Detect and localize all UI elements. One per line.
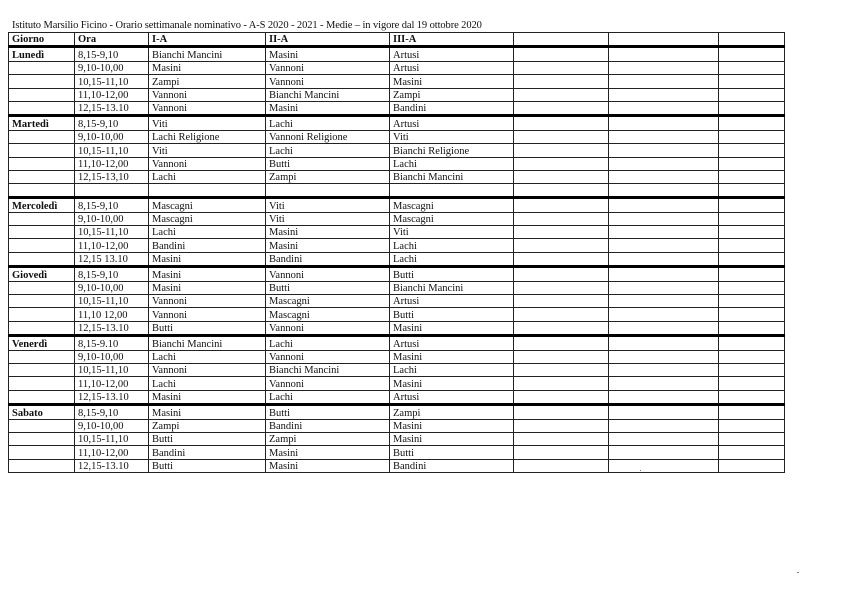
table-row xyxy=(9,281,785,294)
empty-cell xyxy=(609,88,719,101)
class-i-a-cell: Vannoni xyxy=(149,363,266,376)
time-cell: 11,10-12,00 xyxy=(75,88,149,101)
empty-cell xyxy=(514,226,609,239)
empty-cell xyxy=(514,363,609,376)
class-iii-a-cell: Butti xyxy=(390,308,514,321)
class-i-a-cell: Viti xyxy=(149,144,266,157)
class-iii-a-cell: Bianchi Mancini xyxy=(390,170,514,183)
class-iii-a-cell: Zampi xyxy=(390,88,514,101)
empty-cell xyxy=(514,184,609,198)
class-i-a-cell: Butti xyxy=(149,321,266,335)
column-header-i-a: I-A xyxy=(149,33,266,47)
empty-cell xyxy=(514,295,609,308)
empty-cell xyxy=(719,170,785,183)
empty-cell xyxy=(719,459,785,472)
class-i-a-cell: Mascagni xyxy=(149,212,266,225)
class-i-a-cell: Lachi Religione xyxy=(149,130,266,143)
empty-cell xyxy=(719,377,785,390)
class-ii-a-cell: Mascagni xyxy=(266,308,390,321)
table-row xyxy=(9,390,785,404)
day-cell xyxy=(9,390,75,404)
empty-cell xyxy=(719,130,785,143)
day-cell xyxy=(9,75,75,88)
empty-cell xyxy=(719,281,785,294)
empty-cell xyxy=(609,377,719,390)
class-iii-a-cell: Artusi xyxy=(390,390,514,404)
table-row xyxy=(9,170,785,183)
empty-cell xyxy=(609,101,719,115)
class-iii-a-cell: Artusi xyxy=(390,336,514,350)
empty-cell xyxy=(514,390,609,404)
class-i-a-cell xyxy=(149,184,266,198)
time-cell: 11,10-12,00 xyxy=(75,377,149,390)
day-cell xyxy=(9,281,75,294)
empty-cell xyxy=(719,295,785,308)
empty-cell xyxy=(719,226,785,239)
empty-cell xyxy=(514,75,609,88)
table-row xyxy=(9,419,785,432)
time-cell: 10,15-11,10 xyxy=(75,295,149,308)
empty-cell xyxy=(514,61,609,74)
day-cell xyxy=(9,321,75,335)
empty-cell xyxy=(609,130,719,143)
empty-header-cell xyxy=(609,33,719,47)
table-row xyxy=(9,239,785,252)
day-cell xyxy=(9,61,75,74)
time-cell xyxy=(75,184,149,198)
class-ii-a-cell: Lachi xyxy=(266,336,390,350)
day-cell xyxy=(9,350,75,363)
day-cell xyxy=(9,363,75,376)
empty-cell xyxy=(609,459,719,472)
table-row xyxy=(9,101,785,115)
scan-speck xyxy=(797,572,799,573)
time-cell: 12,15 13.10 xyxy=(75,252,149,266)
empty-cell xyxy=(719,308,785,321)
class-i-a-cell: Masini xyxy=(149,405,266,419)
time-cell: 11,10-12,00 xyxy=(75,446,149,459)
table-row xyxy=(9,432,785,445)
class-i-a-cell: Zampi xyxy=(149,75,266,88)
time-cell: 11,10-12,00 xyxy=(75,239,149,252)
empty-cell xyxy=(609,321,719,335)
class-iii-a-cell: Bandini xyxy=(390,101,514,115)
empty-cell xyxy=(514,170,609,183)
class-ii-a-cell: Bianchi Mancini xyxy=(266,88,390,101)
empty-cell xyxy=(609,267,719,281)
empty-cell xyxy=(719,321,785,335)
empty-cell xyxy=(719,144,785,157)
class-ii-a-cell: Vannoni xyxy=(266,75,390,88)
time-cell: 12,15-13,10 xyxy=(75,170,149,183)
class-iii-a-cell: Masini xyxy=(390,321,514,335)
class-ii-a-cell: Lachi xyxy=(266,390,390,404)
table-row xyxy=(9,459,785,472)
table-row xyxy=(9,405,785,419)
class-ii-a-cell: Vannoni Religione xyxy=(266,130,390,143)
class-i-a-cell: Vannoni xyxy=(149,88,266,101)
empty-cell xyxy=(609,116,719,130)
class-i-a-cell: Zampi xyxy=(149,419,266,432)
class-i-a-cell: Bandini xyxy=(149,239,266,252)
class-ii-a-cell: Masini xyxy=(266,459,390,472)
class-ii-a-cell: Masini xyxy=(266,101,390,115)
table-row xyxy=(9,88,785,101)
class-iii-a-cell: Masini xyxy=(390,432,514,445)
empty-cell xyxy=(514,252,609,266)
class-ii-a-cell xyxy=(266,184,390,198)
day-cell xyxy=(9,88,75,101)
empty-cell xyxy=(719,267,785,281)
time-cell: 8,15-9,10 xyxy=(75,47,149,61)
day-label: Lunedì xyxy=(9,47,75,61)
empty-cell xyxy=(609,281,719,294)
time-cell: 10,15-11,10 xyxy=(75,363,149,376)
empty-cell xyxy=(609,157,719,170)
table-row xyxy=(9,75,785,88)
day-cell xyxy=(9,212,75,225)
empty-cell xyxy=(514,405,609,419)
class-ii-a-cell: Vannoni xyxy=(266,377,390,390)
empty-cell xyxy=(514,321,609,335)
empty-cell xyxy=(514,198,609,212)
day-cell xyxy=(9,239,75,252)
class-iii-a-cell: Bianchi Mancini xyxy=(390,281,514,294)
class-i-a-cell: Bandini xyxy=(149,446,266,459)
class-iii-a-cell: Artusi xyxy=(390,295,514,308)
empty-cell xyxy=(609,198,719,212)
class-i-a-cell: Butti xyxy=(149,432,266,445)
empty-cell xyxy=(609,212,719,225)
day-cell xyxy=(9,446,75,459)
empty-cell xyxy=(719,336,785,350)
class-ii-a-cell: Butti xyxy=(266,281,390,294)
empty-cell xyxy=(719,390,785,404)
empty-cell xyxy=(719,350,785,363)
class-ii-a-cell: Zampi xyxy=(266,170,390,183)
class-iii-a-cell: Bandini xyxy=(390,459,514,472)
class-iii-a-cell: Lachi xyxy=(390,252,514,266)
day-label: Giovedì xyxy=(9,267,75,281)
class-iii-a-cell: Viti xyxy=(390,226,514,239)
time-cell: 12,15-13.10 xyxy=(75,321,149,335)
class-ii-a-cell: Bianchi Mancini xyxy=(266,363,390,376)
empty-cell xyxy=(719,432,785,445)
table-row xyxy=(9,336,785,350)
table-row xyxy=(9,226,785,239)
class-ii-a-cell: Vannoni xyxy=(266,350,390,363)
empty-cell xyxy=(719,47,785,61)
time-cell: 8,15-9,10 xyxy=(75,198,149,212)
empty-cell xyxy=(514,432,609,445)
table-row xyxy=(9,267,785,281)
table-row xyxy=(9,198,785,212)
empty-cell xyxy=(609,363,719,376)
day-cell xyxy=(9,144,75,157)
empty-cell xyxy=(609,75,719,88)
time-cell: 10,15-11,10 xyxy=(75,226,149,239)
class-iii-a-cell: Masini xyxy=(390,377,514,390)
time-cell: 9,10-10,00 xyxy=(75,419,149,432)
empty-cell xyxy=(514,101,609,115)
class-ii-a-cell: Vannoni xyxy=(266,321,390,335)
class-i-a-cell: Vannoni xyxy=(149,295,266,308)
class-ii-a-cell: Butti xyxy=(266,405,390,419)
time-cell: 8,15-9,10 xyxy=(75,267,149,281)
class-ii-a-cell: Vannoni xyxy=(266,267,390,281)
class-ii-a-cell: Butti xyxy=(266,157,390,170)
column-header-iii-a: III-A xyxy=(390,33,514,47)
table-row xyxy=(9,252,785,266)
empty-cell xyxy=(609,252,719,266)
empty-cell xyxy=(719,363,785,376)
time-cell: 8,15-9,10 xyxy=(75,116,149,130)
empty-cell xyxy=(514,459,609,472)
day-cell xyxy=(9,252,75,266)
empty-cell xyxy=(719,212,785,225)
empty-cell xyxy=(609,184,719,198)
empty-cell xyxy=(514,212,609,225)
class-iii-a-cell: Mascagni xyxy=(390,198,514,212)
table-row xyxy=(9,363,785,376)
table-row xyxy=(9,144,785,157)
empty-cell xyxy=(609,350,719,363)
class-ii-a-cell: Viti xyxy=(266,212,390,225)
table-row xyxy=(9,47,785,61)
class-ii-a-cell: Lachi xyxy=(266,144,390,157)
day-cell xyxy=(9,295,75,308)
class-ii-a-cell: Masini xyxy=(266,239,390,252)
class-i-a-cell: Lachi xyxy=(149,170,266,183)
class-i-a-cell: Butti xyxy=(149,459,266,472)
class-iii-a-cell xyxy=(390,184,514,198)
day-cell xyxy=(9,130,75,143)
empty-cell xyxy=(514,267,609,281)
empty-cell xyxy=(719,198,785,212)
empty-cell xyxy=(609,226,719,239)
time-cell: 8,15-9.10 xyxy=(75,336,149,350)
day-cell xyxy=(9,184,75,198)
class-i-a-cell: Masini xyxy=(149,252,266,266)
column-header-ora: Ora xyxy=(75,33,149,47)
empty-cell xyxy=(514,47,609,61)
time-cell: 9,10-10,00 xyxy=(75,350,149,363)
empty-cell xyxy=(609,432,719,445)
empty-cell xyxy=(609,336,719,350)
class-i-a-cell: Vannoni xyxy=(149,101,266,115)
class-ii-a-cell: Vannoni xyxy=(266,61,390,74)
empty-cell xyxy=(514,446,609,459)
class-ii-a-cell: Bandini xyxy=(266,252,390,266)
empty-cell xyxy=(514,336,609,350)
empty-cell xyxy=(609,308,719,321)
day-label: Venerdì xyxy=(9,336,75,350)
header-row xyxy=(9,33,785,47)
time-cell: 8,15-9,10 xyxy=(75,405,149,419)
class-iii-a-cell: Masini xyxy=(390,350,514,363)
class-iii-a-cell: Masini xyxy=(390,419,514,432)
empty-cell xyxy=(609,419,719,432)
empty-cell xyxy=(719,61,785,74)
class-iii-a-cell: Artusi xyxy=(390,61,514,74)
class-i-a-cell: Masini xyxy=(149,390,266,404)
class-iii-a-cell: Bianchi Religione xyxy=(390,144,514,157)
table-row xyxy=(9,350,785,363)
empty-cell xyxy=(719,116,785,130)
empty-cell xyxy=(514,239,609,252)
class-iii-a-cell: Mascagni xyxy=(390,212,514,225)
empty-cell xyxy=(719,184,785,198)
time-cell: 10,15-11,10 xyxy=(75,432,149,445)
time-cell: 9,10-10,00 xyxy=(75,61,149,74)
class-i-a-cell: Lachi xyxy=(149,350,266,363)
empty-cell xyxy=(514,88,609,101)
column-header-giorno: Giorno xyxy=(9,33,75,47)
class-iii-a-cell: Artusi xyxy=(390,116,514,130)
empty-cell xyxy=(609,239,719,252)
empty-cell xyxy=(514,116,609,130)
table-row xyxy=(9,116,785,130)
empty-cell xyxy=(719,446,785,459)
time-cell: 12,15-13.10 xyxy=(75,390,149,404)
day-label: Mercoledì xyxy=(9,198,75,212)
time-cell: 11,10 12,00 xyxy=(75,308,149,321)
day-label: Sabato xyxy=(9,405,75,419)
class-i-a-cell: Lachi xyxy=(149,377,266,390)
class-iii-a-cell: Viti xyxy=(390,130,514,143)
class-i-a-cell: Vannoni xyxy=(149,157,266,170)
day-cell xyxy=(9,170,75,183)
time-cell: 11,10-12,00 xyxy=(75,157,149,170)
class-ii-a-cell: Masini xyxy=(266,47,390,61)
class-ii-a-cell: Masini xyxy=(266,226,390,239)
class-iii-a-cell: Butti xyxy=(390,267,514,281)
day-cell xyxy=(9,419,75,432)
class-i-a-cell: Mascagni xyxy=(149,198,266,212)
day-cell xyxy=(9,101,75,115)
empty-cell xyxy=(719,88,785,101)
empty-header-cell xyxy=(514,33,609,47)
class-i-a-cell: Bianchi Mancini xyxy=(149,336,266,350)
class-i-a-cell: Viti xyxy=(149,116,266,130)
time-cell: 12,15-13.10 xyxy=(75,101,149,115)
class-iii-a-cell: Masini xyxy=(390,75,514,88)
class-iii-a-cell: Zampi xyxy=(390,405,514,419)
empty-cell xyxy=(609,170,719,183)
table-row xyxy=(9,446,785,459)
empty-cell xyxy=(514,308,609,321)
class-iii-a-cell: Lachi xyxy=(390,239,514,252)
empty-cell xyxy=(514,377,609,390)
class-ii-a-cell: Masini xyxy=(266,446,390,459)
empty-cell xyxy=(609,295,719,308)
empty-cell xyxy=(609,47,719,61)
empty-cell xyxy=(514,350,609,363)
page-title: Istituto Marsilio Ficino - Orario settimanale nominativo - A-S 2020 - 2021 - Medie – in vigore dal 19 ottobre 2020 xyxy=(12,20,482,31)
class-i-a-cell: Masini xyxy=(149,61,266,74)
day-cell xyxy=(9,226,75,239)
class-i-a-cell: Masini xyxy=(149,281,266,294)
class-ii-a-cell: Bandini xyxy=(266,419,390,432)
day-label: Martedì xyxy=(9,116,75,130)
day-cell xyxy=(9,157,75,170)
time-cell: 12,15-13.10 xyxy=(75,459,149,472)
empty-cell xyxy=(719,75,785,88)
class-i-a-cell: Bianchi Mancini xyxy=(149,47,266,61)
empty-cell xyxy=(609,446,719,459)
table-row xyxy=(9,212,785,225)
empty-cell xyxy=(719,405,785,419)
class-iii-a-cell: Butti xyxy=(390,446,514,459)
class-iii-a-cell: Lachi xyxy=(390,157,514,170)
class-i-a-cell: Masini xyxy=(149,267,266,281)
scan-speck xyxy=(640,470,641,471)
table-row xyxy=(9,157,785,170)
empty-cell xyxy=(609,61,719,74)
time-cell: 9,10-10,00 xyxy=(75,130,149,143)
empty-cell xyxy=(609,144,719,157)
empty-cell xyxy=(609,405,719,419)
table-row xyxy=(9,321,785,335)
table-row xyxy=(9,308,785,321)
table-row xyxy=(9,184,785,198)
class-ii-a-cell: Viti xyxy=(266,198,390,212)
empty-cell xyxy=(719,419,785,432)
time-cell: 9,10-10,00 xyxy=(75,281,149,294)
day-cell xyxy=(9,308,75,321)
table-row xyxy=(9,377,785,390)
time-cell: 9,10-10,00 xyxy=(75,212,149,225)
empty-cell xyxy=(514,144,609,157)
empty-cell xyxy=(514,419,609,432)
class-i-a-cell: Lachi xyxy=(149,226,266,239)
table-row xyxy=(9,61,785,74)
table-row xyxy=(9,295,785,308)
empty-cell xyxy=(514,157,609,170)
class-iii-a-cell: Lachi xyxy=(390,363,514,376)
class-iii-a-cell: Artusi xyxy=(390,47,514,61)
schedule-table xyxy=(8,32,785,473)
table-row xyxy=(9,130,785,143)
empty-cell xyxy=(514,281,609,294)
empty-cell xyxy=(719,101,785,115)
empty-cell xyxy=(719,239,785,252)
empty-cell xyxy=(514,130,609,143)
time-cell: 10,15-11,10 xyxy=(75,75,149,88)
day-cell xyxy=(9,432,75,445)
day-cell xyxy=(9,459,75,472)
column-header-ii-a: II-A xyxy=(266,33,390,47)
empty-header-cell xyxy=(719,33,785,47)
empty-cell xyxy=(719,252,785,266)
class-ii-a-cell: Lachi xyxy=(266,116,390,130)
class-i-a-cell: Vannoni xyxy=(149,308,266,321)
empty-cell xyxy=(719,157,785,170)
day-cell xyxy=(9,377,75,390)
class-ii-a-cell: Zampi xyxy=(266,432,390,445)
empty-cell xyxy=(609,390,719,404)
class-ii-a-cell: Mascagni xyxy=(266,295,390,308)
time-cell: 10,15-11,10 xyxy=(75,144,149,157)
